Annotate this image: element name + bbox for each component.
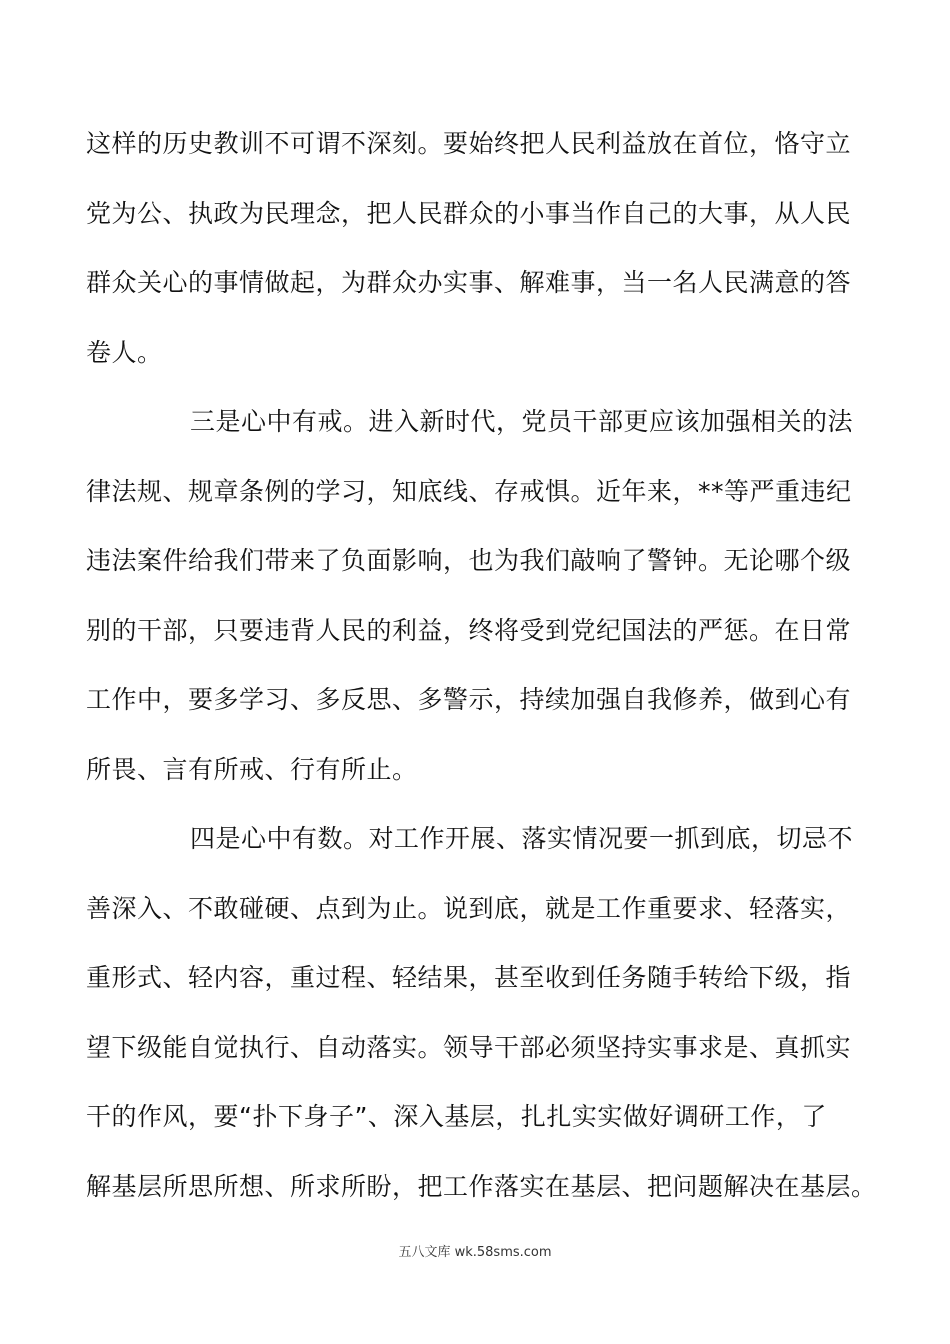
body-text-line: 这样的历史教训不可谓不深刻。要始终把人民利益放在首位，恪守立: [86, 129, 852, 158]
body-text-line: 干的作风，要“扑下身子”、深入基层，扎扎实实做好调研工作，了: [86, 1102, 827, 1131]
body-text-line: 工作中，要多学习、多反思、多警示，持续加强自我修养，做到心有: [86, 685, 852, 714]
body-text-line: 党为公、执政为民理念，把人民群众的小事当作自己的大事，从人民: [86, 199, 852, 228]
section-heading-line: 四是心中有数。对工作开展、落实情况要一抓到底，切忌不: [190, 824, 854, 853]
body-text-line: 望下级能自觉执行、自动落实。领导干部必须坚持实事求是、真抓实: [86, 1033, 852, 1062]
body-text-line: 别的干部，只要违背人民的利益，终将受到党纪国法的严惩。在日常: [86, 616, 852, 645]
body-text-line: 违法案件给我们带来了负面影响，也为我们敲响了警钟。无论哪个级: [86, 546, 852, 575]
footer-watermark: 五八文库 wk.58sms.com: [398, 1245, 552, 1260]
body-text-line: 善深入、不敢碰硬、点到为止。说到底，就是工作重要求、轻落实，: [86, 894, 852, 923]
body-text-line: 解基层所思所想、所求所盼，把工作落实在基层、把问题解决在基层。: [86, 1172, 877, 1201]
body-text-line: 律法规、规章条例的学习，知底线、存戒惧。近年来，**等严重违纪: [86, 477, 852, 506]
section-heading-line: 三是心中有戒。进入新时代，党员干部更应该加强相关的法: [190, 407, 854, 436]
body-text-line: 群众关心的事情做起，为群众办实事、解难事，当一名人民满意的答: [86, 268, 852, 297]
body-text-line: 卷人。: [86, 338, 163, 367]
body-text-line: 重形式、轻内容，重过程、轻结果，甚至收到任务随手转给下级，指: [86, 963, 852, 992]
body-text-line: 所畏、言有所戒、行有所止。: [86, 755, 418, 784]
